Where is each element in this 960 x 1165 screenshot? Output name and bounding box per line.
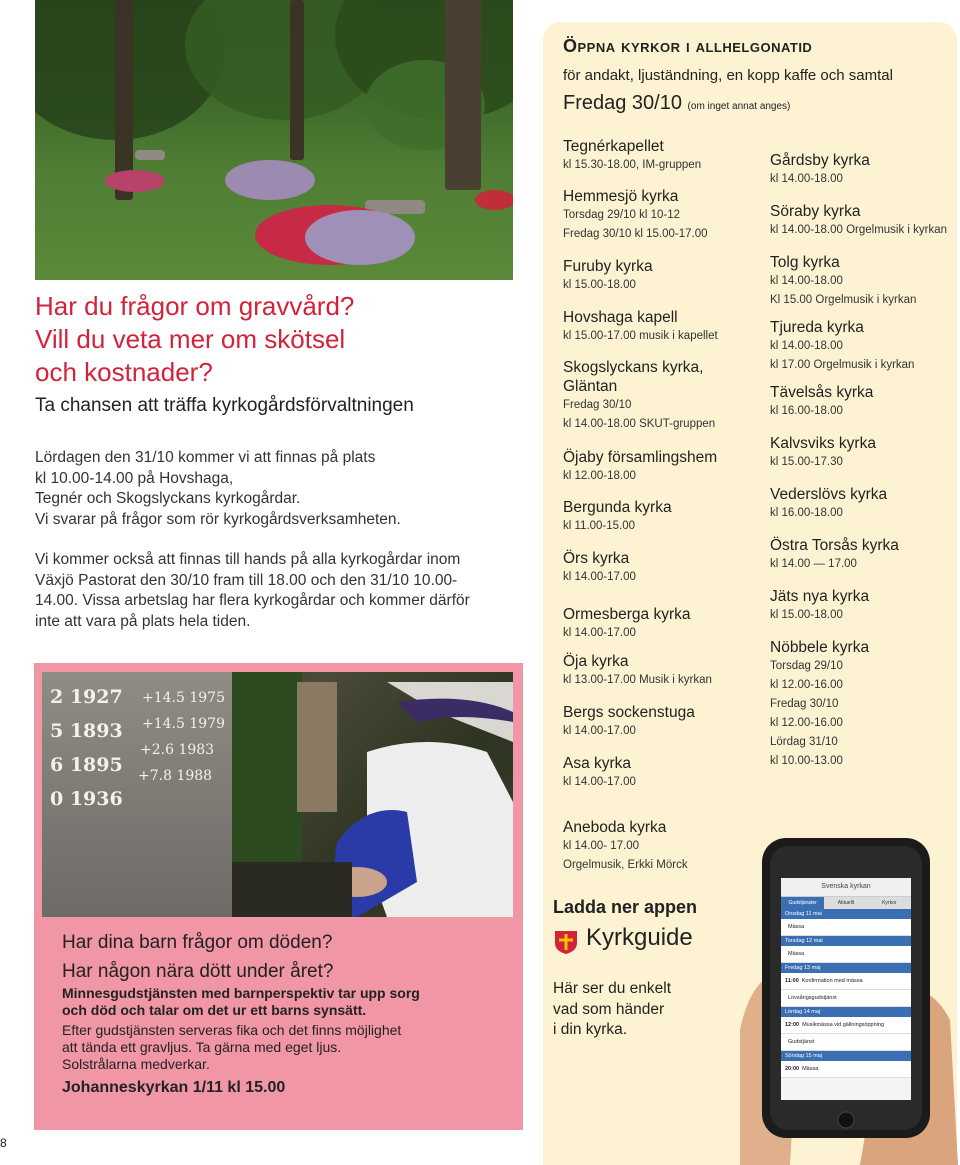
event-time: 11:00 — [785, 978, 799, 984]
app-heading: Ladda ner appen — [553, 897, 698, 917]
gravvard-paragraph-1 — [35, 448, 505, 530]
kneeling-person — [327, 682, 513, 917]
app-screen-tabs — [781, 897, 911, 909]
event-title: Mässa — [802, 1066, 819, 1072]
church-time: kl 13.00-17.00 Musik i kyrkan — [563, 674, 712, 686]
memorial-headline — [62, 928, 333, 986]
church-time: kl 15.00-17.30 — [770, 456, 843, 468]
app-name: Kyrkguide — [586, 924, 693, 951]
event-row[interactable] — [781, 946, 911, 963]
church-name: Tolg kyrka — [770, 254, 840, 271]
tab-gudstjanster[interactable]: Gudstjänster — [781, 897, 824, 909]
church-entry — [770, 202, 947, 240]
church-name: Tegnérkapellet — [563, 138, 664, 155]
church-entry — [563, 818, 688, 875]
engraving-text: 2 1927 — [50, 686, 123, 708]
text-line: kl 10.00-14.00 på Hovshaga, — [35, 469, 234, 487]
grave-tending-photo — [42, 672, 513, 917]
church-time: kl 15.00-17.00 musik i kapellet — [563, 330, 718, 342]
church-entry — [563, 257, 653, 295]
tab-aktuellt[interactable]: Aktuellt — [824, 897, 867, 909]
day-header: Fredag 13 maj — [781, 963, 911, 973]
church-time: Lördag 31/10 — [770, 736, 838, 748]
event-row[interactable] — [781, 1061, 911, 1078]
church-time: kl 14.00-17.00 — [563, 725, 636, 737]
church-entry — [563, 754, 636, 792]
church-time: kl 15.30-18.00, IM-gruppen — [563, 159, 702, 171]
event-title: Mässa — [788, 924, 805, 930]
text-line: och död och talar om det ur ett barns synsätt. — [62, 1002, 367, 1018]
church-time: kl 14.00-17.00 — [563, 776, 636, 788]
church-time: Fredag 30/10 — [563, 399, 632, 411]
church-time: kl 14.00-18.00 SKUT-gruppen — [563, 418, 716, 430]
panel-title: Öppna kyrkor i allhelgonatid — [563, 36, 813, 56]
text-line: vad som händer — [553, 1000, 665, 1018]
app-screen — [781, 878, 911, 1100]
church-time: kl 15.00-18.00 — [770, 609, 843, 621]
church-entry — [563, 703, 695, 741]
headline-line: Vill du veta mer om skötsel — [35, 324, 346, 354]
day-header: Söndag 15 maj — [781, 1051, 911, 1061]
event-row[interactable] — [781, 973, 911, 990]
tab-kyrkor[interactable]: Kyrkor — [868, 897, 911, 909]
engraving-text: +14.5 1975 — [142, 690, 225, 706]
event-title: Musikmässa vid gällningsöppning — [802, 1022, 885, 1028]
text-line: Vi kommer också att finnas till hands på alla kyrkogårdar inom — [35, 551, 461, 568]
church-time: kl 16.00-18.00 — [770, 507, 843, 519]
church-time: kl 14.00- 17.00 — [563, 840, 640, 852]
church-name: Gläntan — [563, 378, 618, 395]
church-name: Bergs sockenstuga — [563, 704, 695, 721]
memorial-body — [62, 1022, 401, 1073]
church-entry — [770, 434, 876, 472]
event-title: Mässa — [788, 951, 805, 957]
church-time: kl 14.00 — 17.00 — [770, 558, 857, 570]
headline-line: och kostnader? — [35, 357, 213, 387]
church-time: Fredag 30/10 — [770, 698, 839, 710]
gravvard-headline — [35, 290, 505, 389]
text-line: Tegnér och Skogslyckans kyrkogårdar. — [35, 490, 301, 507]
engraving-text: +7.8 1988 — [138, 768, 213, 784]
church-name: Gårdsby kyrka — [770, 152, 870, 169]
event-row[interactable] — [781, 990, 911, 1007]
church-time: Kl 15.00 Orgelmusik i kyrkan — [770, 294, 917, 306]
church-time: kl 15.00-18.00 — [563, 279, 636, 291]
text-line: att tända ett gravljus. Ta gärna med eget ljus. — [62, 1039, 342, 1055]
panel-subtitle: för andakt, ljuständning, en kopp kaffe och samtal — [563, 67, 893, 84]
church-time: kl 14.00-17.00 — [563, 571, 636, 583]
church-entry — [770, 253, 916, 310]
event-row[interactable] — [781, 1017, 911, 1034]
church-name: Söraby kyrka — [770, 203, 861, 220]
church-name: Kalvsviks kyrka — [770, 435, 876, 452]
day-header: Lördag 14 maj — [781, 1007, 911, 1017]
event-time: 12:00 — [785, 1022, 800, 1028]
church-time: kl 12.00-18.00 — [563, 470, 636, 482]
church-entry — [770, 638, 869, 771]
church-name: Östra Torsås kyrka — [770, 537, 899, 554]
day-header: Onsdag 11 mai — [781, 909, 911, 919]
church-name: Öjaby församlingshem — [563, 449, 718, 466]
text-line: Lördagen den 31/10 kommer vi att finnas på plats — [35, 449, 376, 466]
gravvard-paragraph-2 — [35, 550, 505, 632]
text-line: Solstrålarna medverkar. — [62, 1056, 210, 1072]
church-time: kl 14.00-18.00 Orgelmusik i kyrkan — [770, 224, 948, 236]
church-time: kl 10.00-13.00 — [770, 755, 843, 767]
gravvard-subhead: Ta chansen att träffa kyrkogårdsförvaltningen — [35, 395, 414, 416]
text-line: i din kyrka. — [553, 1021, 628, 1038]
church-name: Bergunda kyrka — [563, 499, 672, 516]
app-screen-header: Svenska kyrkan — [781, 878, 911, 897]
church-time: Orgelmusik, Erkki Mörck — [563, 859, 688, 871]
church-entry — [770, 151, 870, 189]
event-row[interactable] — [781, 1034, 911, 1051]
cemetery-photo — [35, 0, 513, 280]
church-name: Ormesberga kyrka — [563, 606, 691, 623]
church-name: Hovshaga kapell — [563, 309, 678, 326]
text-line: Växjö Pastorat den 30/10 fram till 18.00 och den 31/10 10.00- — [35, 571, 458, 589]
memorial-lead — [62, 985, 420, 1019]
church-entry — [770, 587, 869, 625]
event-time: 20:00 — [785, 1066, 800, 1072]
church-entry — [563, 448, 717, 486]
church-entry — [770, 485, 887, 523]
church-name: Tävelsås kyrka — [770, 384, 874, 401]
church-time: kl 14.00-17.00 — [563, 627, 636, 639]
church-name: Öja kyrka — [563, 653, 629, 670]
engraving-text: 0 1936 — [50, 788, 123, 810]
church-name: Tjureda kyrka — [770, 319, 864, 336]
church-name: Örs kyrka — [563, 550, 630, 567]
church-entry — [563, 187, 708, 244]
church-time: kl 12.00-16.00 — [770, 679, 843, 691]
church-entry — [563, 652, 712, 690]
panel-date-text: Fredag 30/10 — [563, 92, 682, 114]
church-name: Vederslövs kyrka — [770, 486, 888, 503]
svenska-kyrkan-logo-icon — [553, 929, 579, 955]
text-line: Minnesgudstjänsten med barnperspektiv tar upp sorg — [62, 985, 420, 1001]
church-time: Torsdag 29/10 kl 10-12 — [563, 209, 680, 221]
church-name: Hemmesjö kyrka — [563, 188, 679, 205]
engraving-text: 6 1895 — [50, 754, 123, 776]
event-title: Gudstjänst — [788, 1039, 815, 1045]
church-time: kl 17.00 Orgelmusik i kyrkan — [770, 359, 915, 371]
page-number: 8 — [0, 1136, 7, 1150]
engraving-text: +2.6 1983 — [140, 742, 215, 758]
app-screen-list — [781, 909, 911, 1078]
church-name: Nöbbele kyrka — [770, 639, 870, 656]
text-line: Vi svarar på frågor som rör kyrkogårdsverksamheten. — [35, 510, 401, 528]
church-name: Jäts nya kyrka — [770, 588, 870, 605]
engraving-text: 5 1893 — [50, 720, 123, 742]
church-entry — [770, 383, 873, 421]
church-entry — [563, 358, 715, 434]
church-name: Aneboda kyrka — [563, 819, 667, 836]
church-name: Furuby kyrka — [563, 258, 653, 275]
headline-line: Har någon nära dött under året? — [62, 961, 334, 982]
panel-date — [563, 92, 790, 115]
church-name: Skogslyckans kyrka, — [563, 359, 704, 376]
church-time: Fredag 30/10 kl 15.00-17.00 — [563, 228, 708, 240]
church-entry — [770, 536, 899, 574]
church-time: kl 14.00-18.00 — [770, 275, 843, 287]
panel-date-note: (om inget annat anges) — [687, 101, 791, 112]
church-name: Asa kyrka — [563, 755, 632, 772]
church-time: Torsdag 29/10 — [770, 660, 843, 672]
event-row[interactable] — [781, 919, 911, 936]
text-line: Efter gudstjänsten serveras fika och det finns möjlighet — [62, 1022, 402, 1038]
church-entry — [563, 308, 718, 346]
church-time: kl 14.00-18.00 — [770, 173, 843, 185]
app-description — [553, 979, 703, 1041]
headline-line: Har du frågor om gravvård? — [35, 291, 355, 321]
memorial-time-place: Johanneskyrkan 1/11 kl 15.00 — [62, 1079, 286, 1096]
church-time: kl 14.00-18.00 — [770, 340, 843, 352]
church-entry — [563, 137, 701, 175]
engraving-text: +14.5 1979 — [142, 716, 225, 732]
text-line: 14.00. Vissa arbetslag har flera kyrkogårdar och kommer därför — [35, 592, 470, 609]
church-time: kl 12.00-16.00 — [770, 717, 843, 729]
event-title: Konfirmation med mässa — [801, 978, 863, 984]
gravestone — [42, 672, 232, 917]
church-entry — [563, 549, 636, 587]
phone-photo — [740, 830, 958, 1165]
text-line: inte att vara på plats hela tiden. — [35, 612, 251, 630]
church-entry — [563, 605, 690, 643]
headline-line: Har dina barn frågor om döden? — [62, 932, 333, 953]
church-entry — [770, 318, 914, 375]
soil — [232, 862, 352, 917]
text-line: Här ser du enkelt — [553, 980, 672, 997]
church-entry — [563, 498, 672, 536]
day-header: Torsdag 12 mai — [781, 936, 911, 946]
event-title: Lovsångsgudstjänst — [788, 995, 837, 1001]
church-time: kl 11.00-15.00 — [563, 520, 636, 532]
church-time: kl 16.00-18.00 — [770, 405, 843, 417]
